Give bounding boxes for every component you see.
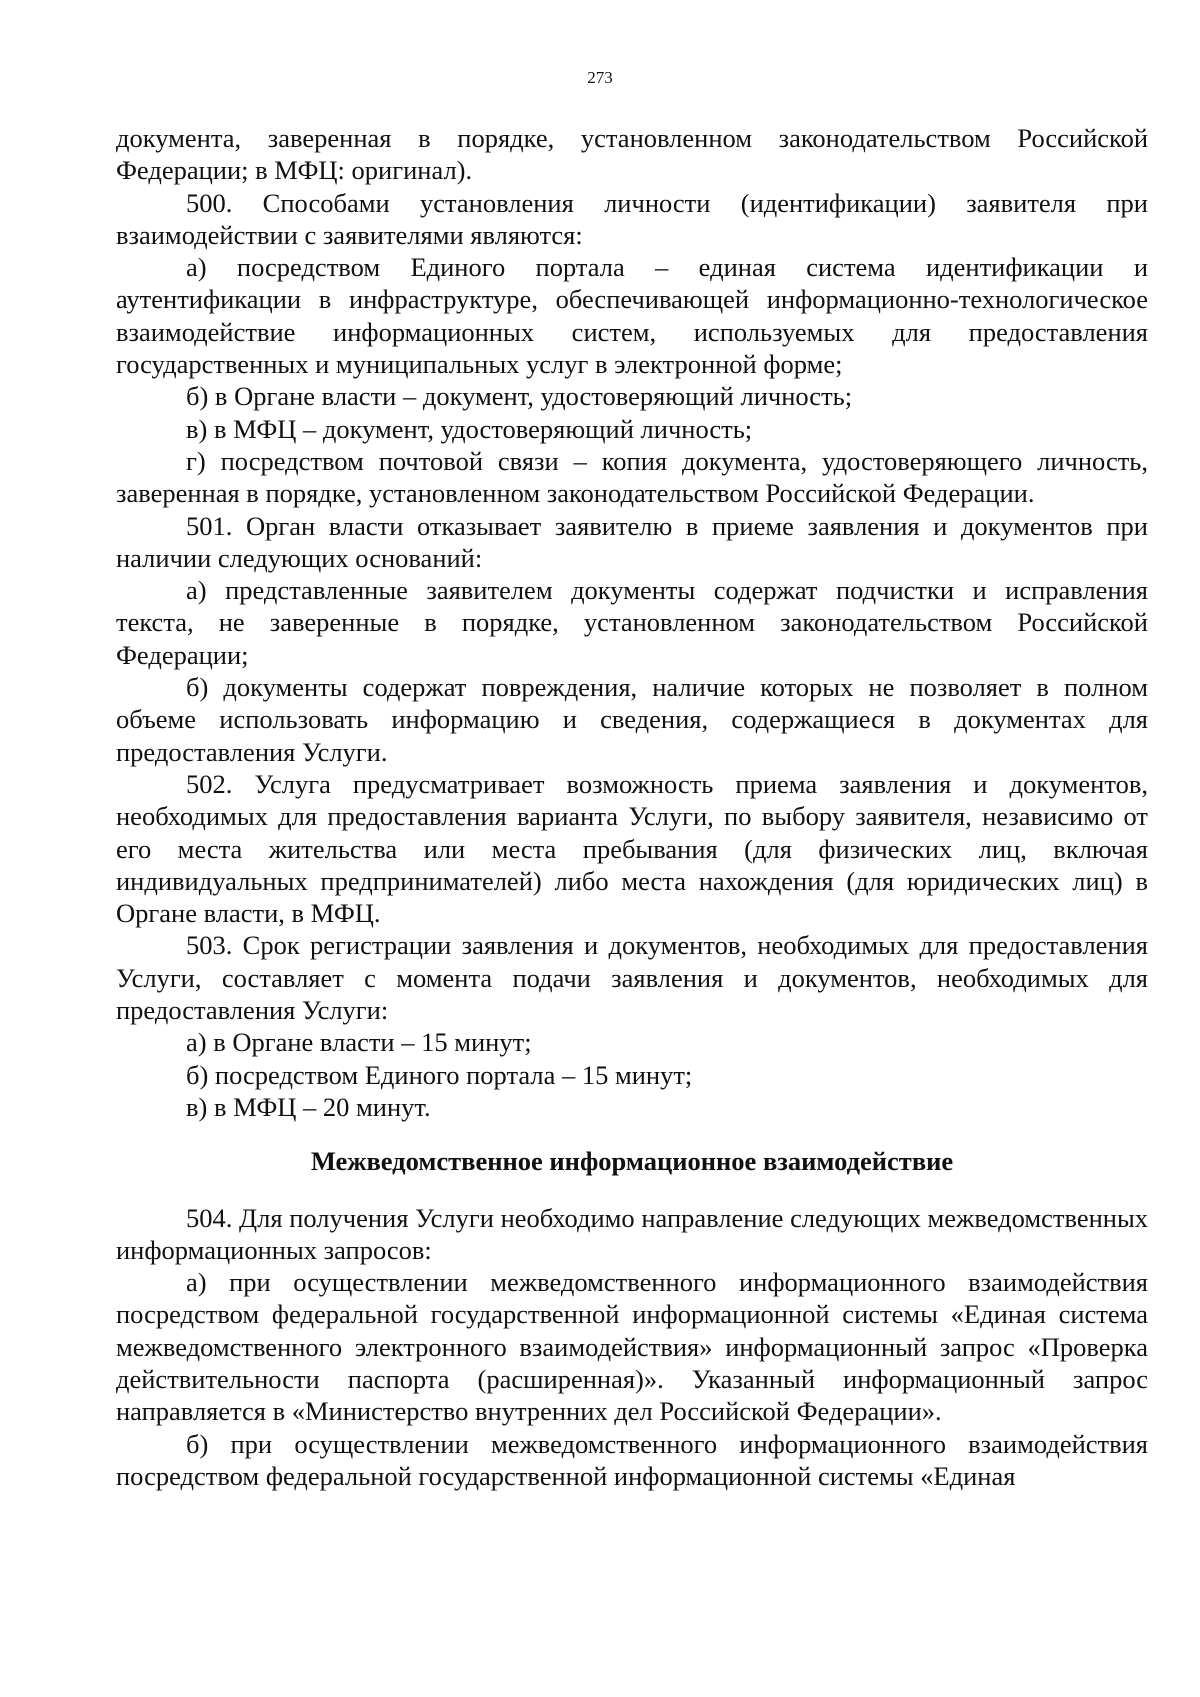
paragraph-504: 504. Для получения Услуги необходимо направление следующих межведомственных информационных запросов: — [116, 1202, 1148, 1265]
paragraph-503-a: а) в Органе власти – 15 минут; — [186, 1027, 532, 1058]
paragraph-500: 500. Способами установления личности (идентификации) заявителя при взаимодействии с заявителями являются: — [116, 187, 1148, 250]
paragraph-503-b: б) посредством Единого портала – 15 минут; — [186, 1059, 693, 1090]
paragraph-continuation: документа, заверенная в порядке, установленном законодательством Российской Федерации; в МФЦ: оригинал). — [116, 123, 1148, 186]
paragraph-502: 502. Услуга предусматривает возможность приема заявления и документов, необходимых для предоставления варианта Услуги, по выбору заявителя, независимо от его места жительства или места пребывания (для физических лиц, включая индивидуальных предпринимателей) либо места нахождения (для юридических лиц) в Органе власти, в МФЦ. — [116, 768, 1148, 929]
paragraph-500-g: г) посредством почтовой связи – копия документа, удостоверяющего личность, заверенная в порядке, установленном законодательством Российской Федерации. — [116, 445, 1148, 509]
paragraph-503-v: в) в МФЦ – 20 минут. — [186, 1091, 431, 1122]
document-body — [116, 122, 1148, 1492]
page-number: 273 — [587, 68, 613, 87]
paragraph-501: 501. Орган власти отказывает заявителю в приеме заявления и документов при наличии следующих оснований: — [116, 510, 1148, 573]
paragraph-503: 503. Срок регистрации заявления и документов, необходимых для предоставления Услуги, составляет с момента подачи заявления и документов, необходимых для предоставления Услуги: — [116, 930, 1148, 1026]
paragraph-500-v: в) в МФЦ – документ, удостоверяющий личность; — [186, 413, 753, 444]
section-heading: Межведомственное информационное взаимодействие — [310, 1146, 954, 1177]
paragraph-501-a: а) представленные заявителем документы содержат подчистки и исправления текста, не заверенные в порядке, установленном законодательством Российской Федерации; — [116, 575, 1148, 670]
paragraph-504-a: а) при осуществлении межведомственного информационного взаимодействия посредством федеральной государственной информационной системы «Единая система межведомственного электронного взаимодействия» информационный запрос «Проверка действительности паспорта (расширенная)». Указанный информационный запрос направляется в «Министерство внутренних дел Российской Федерации». — [116, 1267, 1148, 1427]
paragraph-501-b: б) документы содержат повреждения, наличие которых не позволяет в полном объеме использовать информацию и сведения, содержащиеся в документах для предоставления Услуги. — [116, 672, 1148, 767]
paragraph-500-a: а) посредством Единого портала – единая система идентификации и аутентификации в инфраструктуре, обеспечивающей информационно-технологическое взаимодействие информационных систем, используемых для предоставления государственных и муниципальных услуг в электронной форме; — [116, 252, 1148, 380]
paragraph-504-b: б) при осуществлении межведомственного информационного взаимодействия посредством федеральной государственной информационной системы «Единая — [116, 1428, 1148, 1491]
paragraph-500-b: б) в Органе власти – документ, удостоверяющий личность; — [186, 381, 853, 412]
